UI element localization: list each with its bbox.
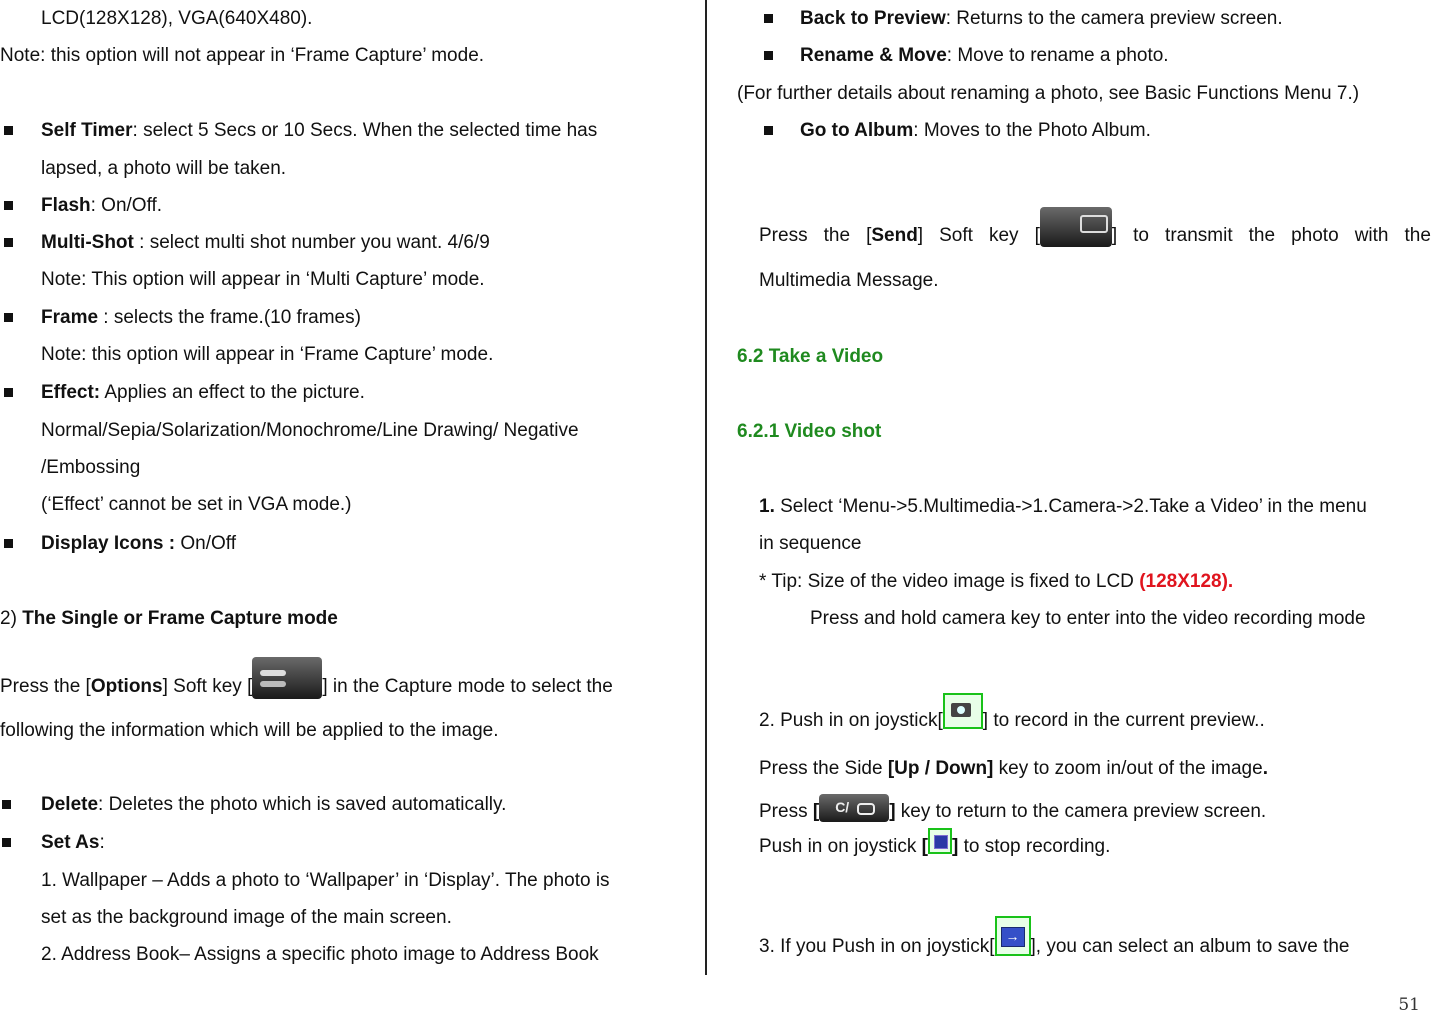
step-3: 3. If you Push in on joystick[ → ], you can select an album to save the (759, 936, 1349, 958)
heading-take-a-video: 6.2 Take a Video (737, 346, 884, 367)
bullet (2, 800, 11, 809)
step-1: 1. Select ‘Menu->5.Multimedia->1.Camera->2.Take a Video’ in the menu (759, 496, 1367, 517)
side-key-zoom: Press the Side [Up / Down] key to zoom in/out of the image. (759, 758, 1268, 779)
bullet (4, 238, 13, 247)
options-softkey-icon (252, 657, 322, 699)
multi-shot-item: Multi-Shot : select multi shot number you want. 4/6/9 (41, 232, 490, 253)
frame-note: Note: this option will appear in ‘Frame Capture’ mode. (41, 344, 494, 365)
clear-key-return: Press [ C/ ] key to return to the camera preview screen. (759, 801, 1266, 823)
rename-move-item: Rename & Move: Move to rename a photo. (800, 45, 1169, 66)
bullet (4, 388, 13, 397)
display-icons-item: Display Icons : On/Off (41, 533, 237, 554)
frame-item: Frame : selects the frame.(10 frames) (41, 307, 361, 328)
set-as-wallpaper-cont: set as the background image of the main screen. (41, 907, 452, 928)
send-instruction: Press the [Send] Soft key [ ] to transmit the photo with the (759, 225, 1431, 247)
video-camera-icon (943, 693, 983, 729)
column-divider (705, 0, 707, 975)
stop-icon (928, 828, 952, 854)
bullet (4, 126, 13, 135)
bullet (764, 51, 773, 60)
bullet (4, 539, 13, 548)
go-to-album-item: Go to Album: Moves to the Photo Album. (800, 120, 1151, 141)
bullet (4, 313, 13, 322)
clear-key-icon: C/ (819, 794, 889, 822)
tip-hold-camera: Press and hold camera key to enter into the video recording mode (810, 608, 1366, 629)
send-softkey-icon (1040, 207, 1112, 247)
note-frame-capture: Note: this option will not appear in ‘Frame Capture’ mode. (0, 45, 485, 66)
effect-list: Normal/Sepia/Solarization/Monochrome/Line Drawing/ Negative (41, 420, 579, 441)
step-2: 2. Push in on joystick[ ] to record in the current preview.. (759, 710, 1265, 732)
back-to-preview-item: Back to Preview: Returns to the camera preview screen. (800, 8, 1283, 29)
bullet (4, 201, 13, 210)
delete-item: Delete: Deletes the photo which is saved automatically. (41, 794, 507, 815)
line-lcd-sizes: LCD(128X128), VGA(640X480). (41, 8, 313, 29)
options-instruction: Press the [Options] Soft key [ ] in the Capture mode to select the (0, 675, 613, 699)
effect-note: (‘Effect’ cannot be set in VGA mode.) (41, 494, 352, 515)
rename-note: (For further details about renaming a photo, see Basic Functions Menu 7.) (737, 83, 1360, 104)
heading-video-shot: 6.2.1 Video shot (737, 421, 882, 442)
bullet (764, 14, 773, 23)
tip-video-size: * Tip: Size of the video image is fixed to LCD (128X128). (759, 571, 1234, 592)
section-heading: 2) The Single or Frame Capture mode (0, 608, 338, 629)
step-1-cont: in sequence (759, 533, 862, 554)
set-as-item: Set As: (41, 832, 105, 853)
self-timer-item-cont: lapsed, a photo will be taken. (41, 158, 287, 179)
page-number: 51 (1398, 995, 1420, 1015)
self-timer-item: Self Timer: select 5 Secs or 10 Secs. When the selected time has (41, 120, 598, 141)
options-instruction-cont: following the information which will be applied to the image. (0, 720, 499, 741)
set-as-wallpaper: 1. Wallpaper – Adds a photo to ‘Wallpaper’ in ‘Display’. The photo is (41, 870, 610, 891)
multi-shot-note: Note: This option will appear in ‘Multi Capture’ mode. (41, 269, 485, 290)
bullet (2, 838, 11, 847)
stop-recording: Push in on joystick [ ] to stop recording. (759, 836, 1110, 858)
effect-list-cont: /Embossing (41, 457, 141, 478)
effect-item: Effect: Applies an effect to the picture. (41, 382, 365, 403)
bullet (764, 126, 773, 135)
flash-item: Flash: On/Off. (41, 195, 163, 216)
send-instruction-cont: Multimedia Message. (759, 270, 939, 291)
set-as-address-book: 2. Address Book– Assigns a specific photo image to Address Book (41, 944, 599, 965)
save-to-album-icon: → (995, 916, 1031, 956)
